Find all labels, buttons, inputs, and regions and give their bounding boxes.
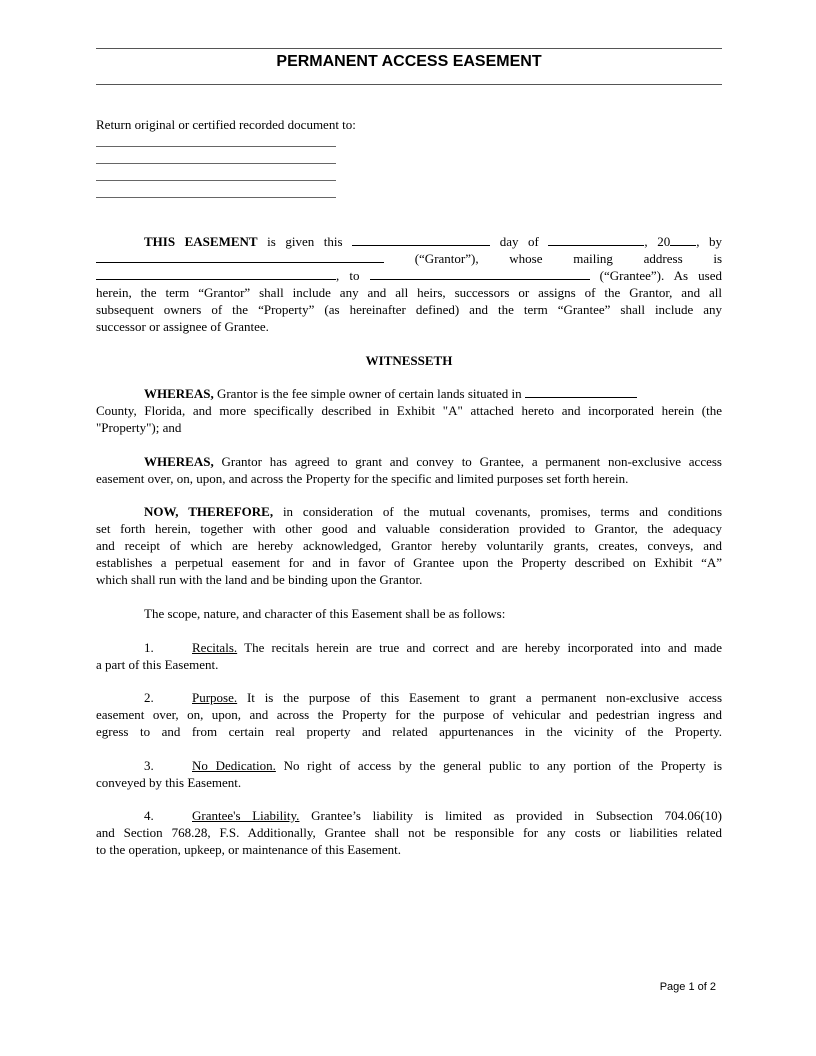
numbered-item-2	[96, 689, 722, 740]
opening-text: address	[643, 251, 683, 266]
opening-text: is given this	[257, 234, 353, 249]
whereas1-line-1	[96, 385, 722, 402]
item2-line-3: egress to and from certain real property and related appurtenances in the vicinity of the Property.	[96, 724, 722, 739]
opening-line-5: subsequent owners of the “Property” (as hereinafter defined) and the term “Grantee” shall include any	[96, 302, 722, 317]
whereas1-text: Grantor is the fee simple owner of certain lands situated in	[213, 386, 525, 401]
opening-text: is	[713, 251, 723, 266]
now-therefore-line-3: and receipt of which are hereby acknowledged, Grantor hereby voluntarily grants, creates, conveys, and	[96, 538, 722, 553]
opening-paragraph	[96, 233, 722, 335]
item1-line-2: a part of this Easement.	[96, 657, 219, 672]
numbered-item-3	[96, 757, 722, 791]
opening-text: , 20	[644, 234, 671, 249]
item-text: It is the purpose of this Easement to grant a permanent non-exclusive access	[237, 690, 722, 705]
now-therefore-bold-lead: NOW, THEREFORE,	[144, 504, 274, 519]
item4-line-3: to the operation, upkeep, or maintenance of this Easement.	[96, 842, 402, 857]
return-address-line	[96, 180, 336, 181]
opening-text: whose	[509, 251, 543, 266]
now-therefore-line-2: set forth herein, together with other good and valuable consideration provided to Grantor, the adequacy	[96, 521, 722, 536]
item4-line-2: and Section 768.28, F.S. Additionally, Grantee shall not be responsible for any costs or liabilities related	[96, 825, 722, 840]
item-text: The recitals herein are true and correct and are hereby incorporated into and made	[237, 640, 722, 655]
opening-line-2	[96, 250, 722, 267]
whereas1-line-3: "Property"); and	[96, 420, 182, 435]
date-year-blank[interactable]	[670, 233, 696, 246]
numbered-item-1	[96, 639, 722, 673]
now-therefore-line-5: which shall run with the land and be binding upon the Grantor.	[96, 572, 423, 587]
item2-line-1	[96, 689, 722, 706]
item3-line-2: conveyed by this Easement.	[96, 775, 242, 790]
opening-text: As	[673, 268, 689, 283]
whereas-paragraph-1	[96, 385, 722, 436]
item1-line-1	[96, 639, 722, 656]
title-top-rule	[96, 48, 722, 49]
item-number: 3.	[144, 758, 154, 773]
item-text: Grantee’s liability is limited as provided in Subsection 704.06(10)	[299, 808, 723, 823]
return-address-line	[96, 146, 336, 147]
document-title: PERMANENT ACCESS EASEMENT	[276, 53, 542, 70]
item-number: 2.	[144, 690, 154, 705]
grantor-name-blank[interactable]	[96, 250, 384, 263]
scope-paragraph	[96, 605, 722, 622]
now-therefore-line-4: establishes a perpetual easement for and in favor of Grantee upon the Property described on Exhibit “A”	[96, 555, 722, 570]
opening-line-4: herein, the term “Grantor” shall include any and all heirs, successors or assigns of the Grantor, and all	[96, 285, 722, 300]
whereas1-bold-lead: WHEREAS,	[144, 386, 214, 401]
county-blank[interactable]	[525, 385, 637, 398]
item2-line-2: easement over, on, upon, and across the Property for the purpose of vehicular and pedestrian ingress and	[96, 707, 722, 722]
opening-text: (“Grantee”).	[599, 268, 665, 283]
opening-text: by	[709, 234, 723, 249]
item3-line-1	[96, 757, 722, 774]
opening-line-6: successor or assignee of Grantee.	[96, 319, 269, 334]
opening-text: (“Grantor”),	[414, 251, 479, 266]
whereas2-line-2: easement over, on, upon, and across the Property for the specific and limited purposes set forth herein.	[96, 471, 629, 486]
item4-line-1	[96, 807, 722, 824]
now-therefore-text: in consideration of the mutual covenants, promises, terms and conditions	[273, 504, 722, 519]
return-to-label: Return original or certified recorded document to:	[96, 117, 356, 132]
opening-text: used	[698, 268, 722, 283]
item-heading: Purpose.	[192, 690, 238, 705]
opening-text: , to	[336, 268, 370, 283]
whereas-paragraph-2	[96, 453, 722, 487]
opening-text: day of	[490, 234, 549, 249]
whereas2-text: Grantor has agreed to grant and convey to Grantee, a permanent non-exclusive access	[213, 454, 722, 469]
item-number: 4.	[144, 808, 154, 823]
opening-text: mailing	[573, 251, 613, 266]
grantee-name-blank[interactable]	[370, 267, 590, 280]
title-bottom-rule	[96, 84, 722, 85]
opening-line-1	[96, 233, 722, 250]
item-heading: Recitals.	[192, 640, 238, 655]
return-address-line	[96, 197, 336, 198]
item-heading: No Dedication.	[192, 758, 276, 773]
scope-text: The scope, nature, and character of this Easement shall be as follows:	[144, 606, 506, 621]
item-heading: Grantee's Liability.	[192, 808, 300, 823]
numbered-item-4	[96, 807, 722, 858]
witnesseth-heading: WITNESSETH	[365, 353, 453, 368]
now-therefore-paragraph	[96, 503, 722, 588]
item-number: 1.	[144, 640, 154, 655]
opening-bold-lead: THIS EASEMENT	[144, 234, 258, 249]
whereas1-line-2: County, Florida, and more specifically described in Exhibit "A" attached hereto and incorporated herein (the	[96, 403, 722, 418]
return-address-line	[96, 163, 336, 164]
opening-text: ,	[696, 234, 700, 249]
date-month-blank[interactable]	[548, 233, 644, 246]
grantor-address-blank[interactable]	[96, 267, 336, 280]
date-day-blank[interactable]	[352, 233, 490, 246]
item-text: No right of access by the general public to any portion of the Property is	[275, 758, 723, 773]
now-therefore-line-1	[96, 503, 722, 520]
whereas2-bold-lead: WHEREAS,	[144, 454, 214, 469]
opening-line-3	[96, 267, 722, 284]
whereas2-line-1	[96, 453, 722, 470]
page-number: Page 1 of 2	[659, 981, 716, 993]
